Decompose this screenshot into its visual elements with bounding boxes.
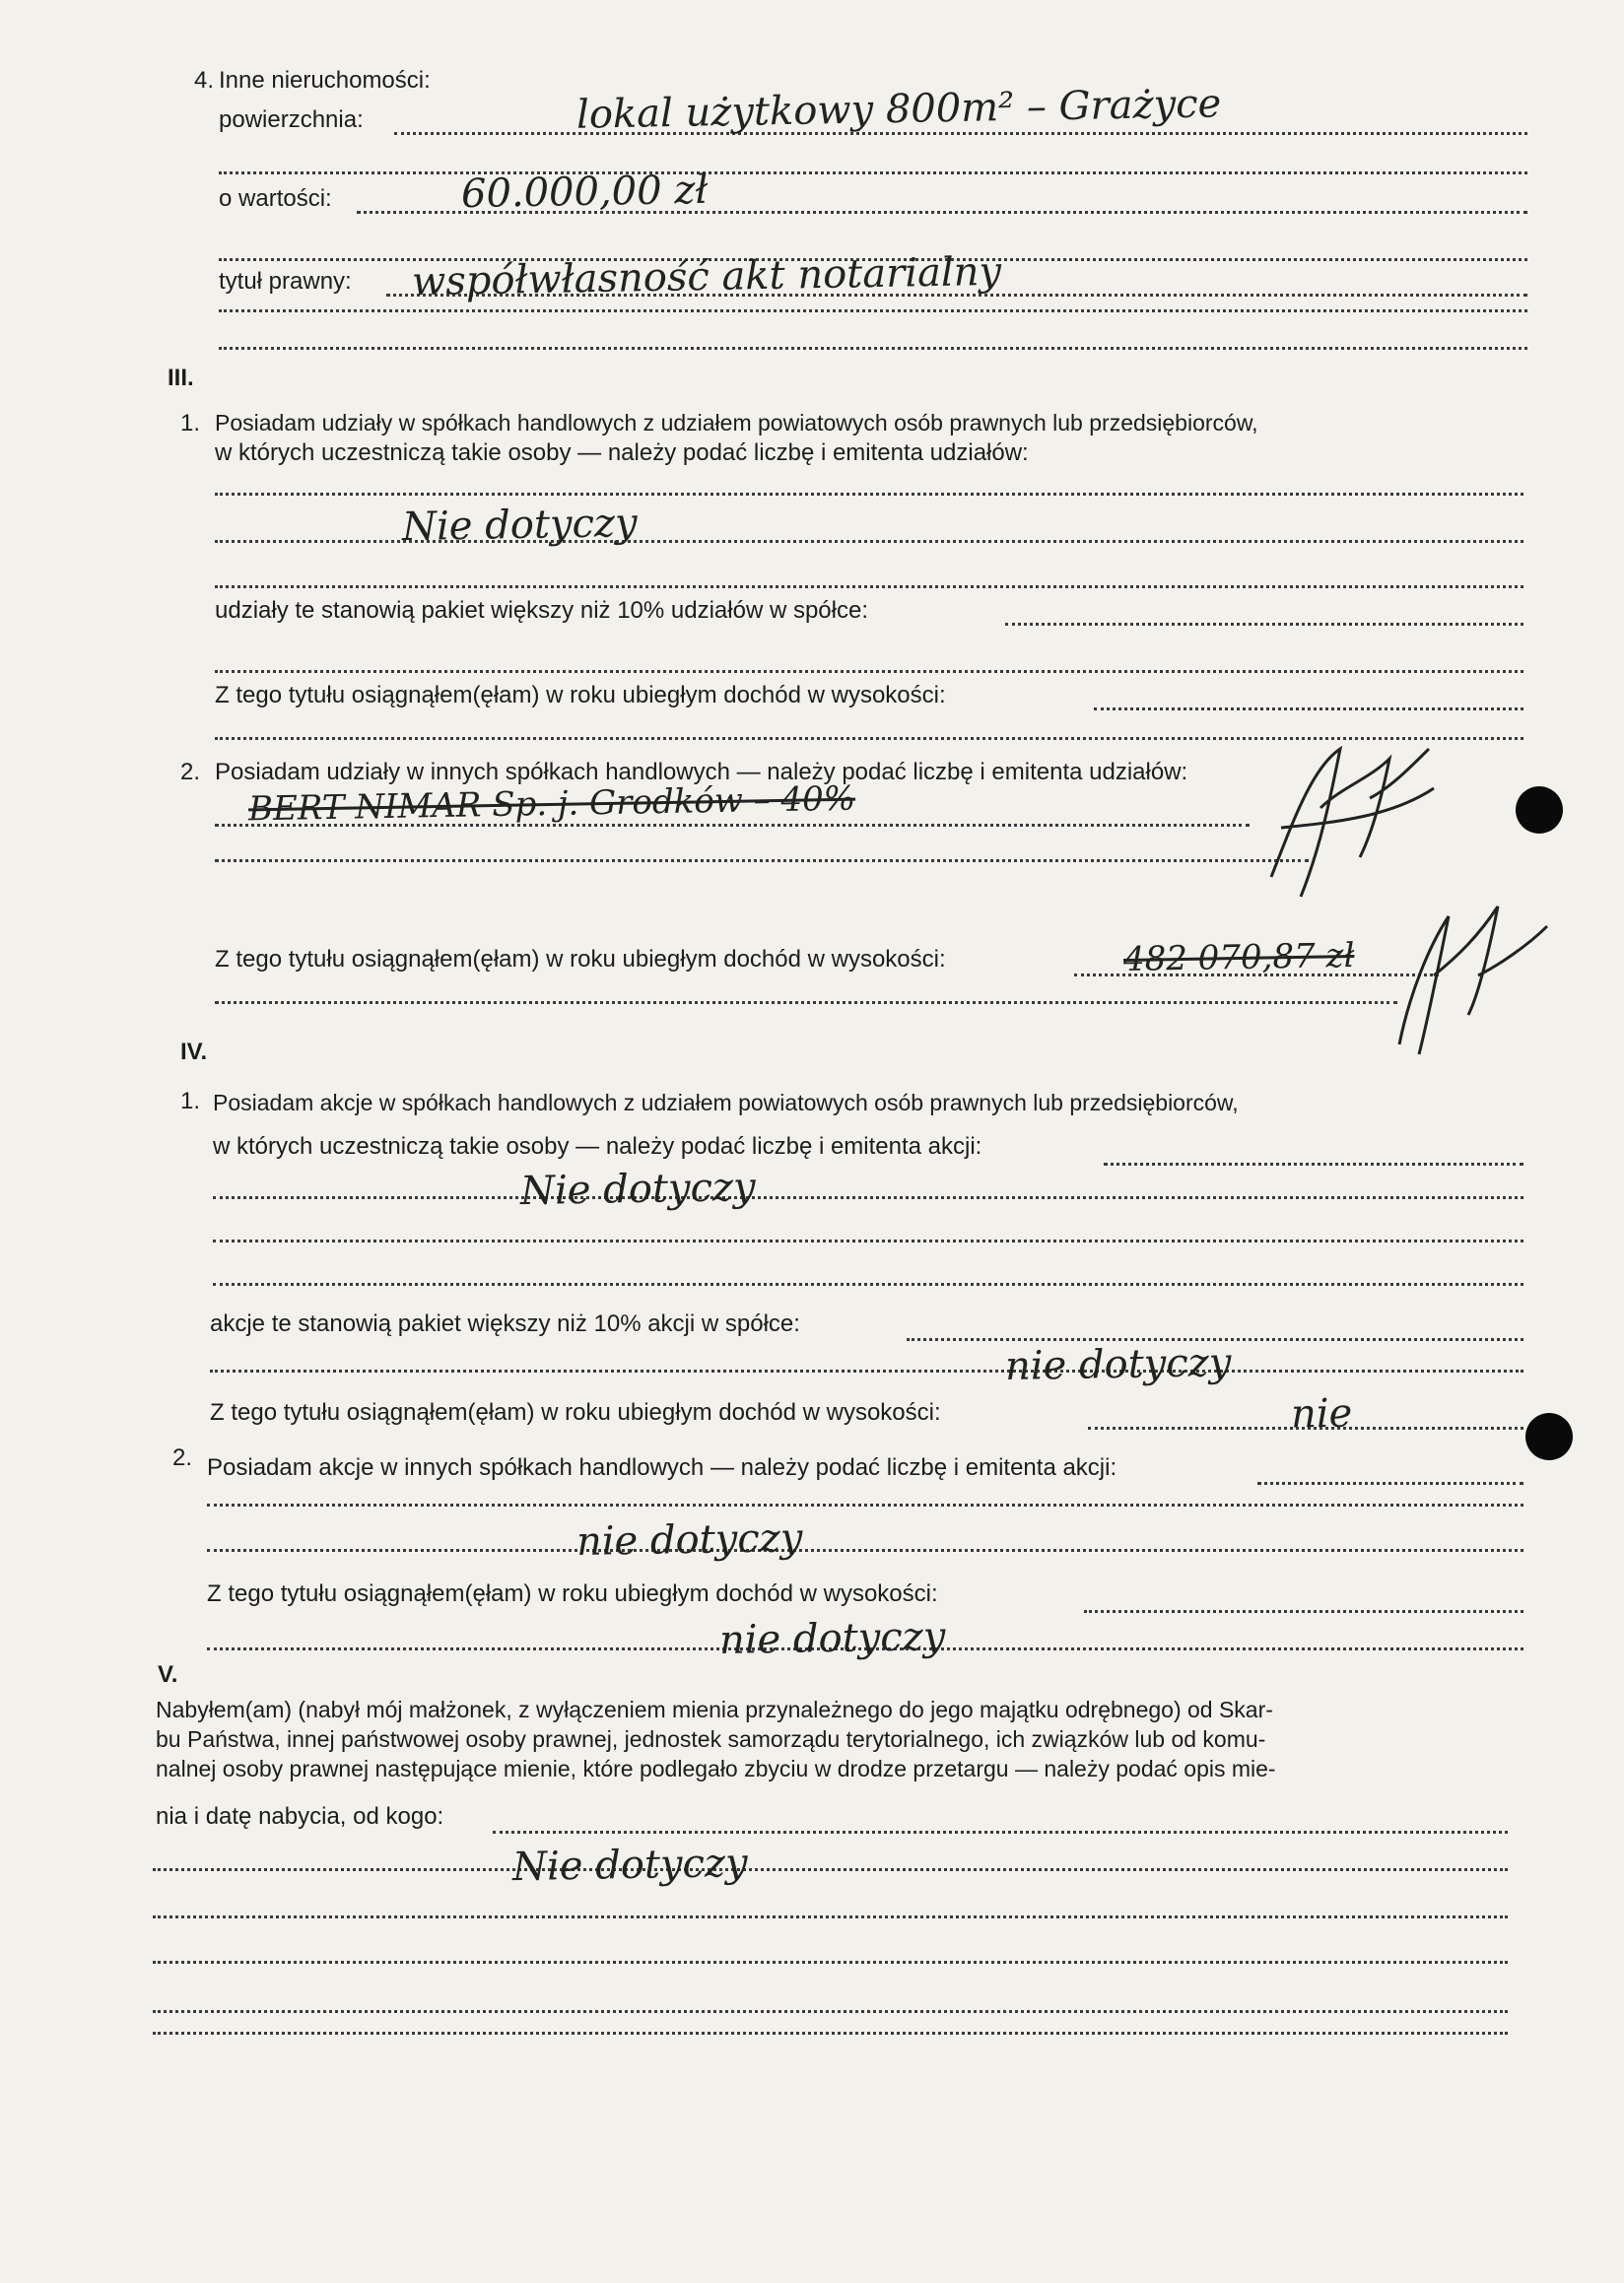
area-dotted-line [394,132,1527,135]
value-handwritten-value: 60.000,00 zł [460,167,709,218]
s4-item2-number: 2. [172,1444,193,1471]
s4-item2-income-handwritten-answer: nie dotyczy [718,1614,946,1663]
signature-initials-2 [1380,887,1557,1064]
legal-title-label: tytuł prawny: [219,268,352,295]
s3-item2-income-dotted-line-2 [215,1001,1397,1004]
s3-item1-income-text: Z tego tytułu osiągnąłem(ęłam) w roku ubiegłym dochód w wysokości: [215,682,946,708]
s5-dotted-line-4 [153,2010,1508,2013]
s4-item2-dotted-line-0 [1257,1482,1523,1485]
s5-handwritten-answer: Nie dotyczy [511,1840,749,1891]
punch-hole-bottom [1525,1413,1573,1460]
s4-item2-dotted-line-2 [207,1549,1523,1552]
s5-dotted-line-2 [153,1915,1508,1918]
s3-item1-dotted-line-3 [215,585,1523,588]
s3-item1-number: 1. [180,410,201,436]
s4-item1-income-text: Z tego tytułu osiągnąłem(ęłam) w roku ubiegłym dochód w wysokości: [210,1399,941,1426]
s5-dotted-line-0 [493,1831,1508,1834]
s4-item1-text-line1: Posiadam akcje w spółkach handlowych z udziałem powiatowych osób prawnych lub przedsiębiorców, [213,1090,1239,1115]
s4-item2-dotted-line-1 [207,1504,1523,1507]
legal-title-dotted-line-3 [219,347,1527,350]
s4-item1-handwritten-answer: Nie dotyczy [519,1164,757,1215]
s4-item2-income-dotted-line [1084,1610,1523,1613]
s5-text-line4: nia i datę nabycia, od kogo: [156,1803,444,1830]
s3-item2-income-text: Z tego tytułu osiągnąłem(ęłam) w roku ubiegłym dochód w wysokości: [215,946,946,973]
punch-hole-top [1516,786,1563,834]
s4-item1-number: 1. [180,1088,201,1114]
s3-item2-number: 2. [180,759,201,785]
s4-item1-text-line2: w których uczestniczą takie osoby — należy podać liczbę i emitenta akcji: [213,1133,982,1160]
s3-item1-income-dotted-line [1094,707,1523,710]
s4-item1-package-text: akcje te stanowią pakiet większy niż 10% akcji w spółce: [210,1310,800,1337]
s4-item2-handwritten-answer: nie dotyczy [575,1515,803,1565]
area-label: powierzchnia: [219,106,364,133]
section-iii-heading: III. [168,365,194,391]
s5-text-line3: nalnej osoby prawnej następujące mienie, które podlegało zbyciu w drodze przetargu — należy podać opis mie- [156,1756,1276,1781]
area-handwritten-value: lokal użytkowy 800m² – Grażyce [575,81,1222,138]
item4-number: 4. [194,67,215,94]
item4-title: Inne nieruchomości: [219,67,431,94]
section-iv-heading: IV. [180,1039,208,1065]
s5-dotted-line-5 [153,2032,1508,2035]
s3-item1-package-dotted-line [1005,623,1523,626]
s4-item2-income-text: Z tego tytułu osiągnąłem(ęłam) w roku ubiegłym dochód w wysokości: [207,1580,938,1607]
s4-item1-dotted-line-0 [1104,1163,1523,1166]
s3-item1-dotted-line-1 [215,493,1523,496]
s5-text-line1: Nabyłem(am) (nabył mój małżonek, z wyłączeniem mienia przynależnego do jego majątku odrębnego) od Skar- [156,1697,1273,1722]
s4-item1-package-dotted-line-2 [210,1370,1523,1373]
s4-item1-dotted-line-1 [213,1196,1523,1199]
s3-item2-text: Posiadam udziały w innych spółkach handlowych — należy podać liczbę i emitenta udziałów: [215,759,1188,785]
s3-item1-handwritten-answer: Nie dotyczy [401,500,639,551]
s4-item2-text: Posiadam akcje w innych spółkach handlowych — należy podać liczbę i emitenta akcji: [207,1454,1117,1481]
s4-item1-package-handwritten-answer: nie dotyczy [1004,1340,1232,1389]
s3-item1-package-dotted-line-2 [215,670,1523,673]
s3-item1-text-line2: w których uczestniczą takie osoby — należy podać liczbę i emitenta udziałów: [215,439,1029,466]
s3-item2-handwritten-answer: BERT NIMAR Sp. j. Grodków – 40% [247,778,856,830]
section-v-heading: V. [158,1661,178,1688]
s5-dotted-line-3 [153,1961,1508,1964]
signature-initials-1 [1252,729,1439,906]
s3-item1-text-line1: Posiadam udziały w spółkach handlowych z udziałem powiatowych osób prawnych lub przedsiębiorców, [215,410,1258,436]
area-dotted-line-2 [219,171,1527,174]
s4-item1-dotted-line-2 [213,1240,1523,1242]
s5-dotted-line-1 [153,1868,1508,1871]
s4-item1-income-handwritten-answer: nie [1290,1390,1353,1438]
legal-title-dotted-line-2 [219,309,1527,312]
s4-item1-dotted-line-3 [213,1283,1523,1286]
s3-item1-package-text: udziały te stanowią pakiet większy niż 10% udziałów w spółce: [215,597,868,624]
legal-title-handwritten-value: współwłasność akt notarialny [411,248,1002,305]
s3-item2-dotted-line-2 [215,859,1309,862]
s3-item2-income-handwritten-value: 482 070,87 zł [1122,935,1355,980]
s5-text-line2: bu Państwa, innej państwowej osoby prawnej, jednostek samorządu terytorialnego, ich związków lub od komu- [156,1726,1266,1752]
value-label: o wartości: [219,185,332,212]
